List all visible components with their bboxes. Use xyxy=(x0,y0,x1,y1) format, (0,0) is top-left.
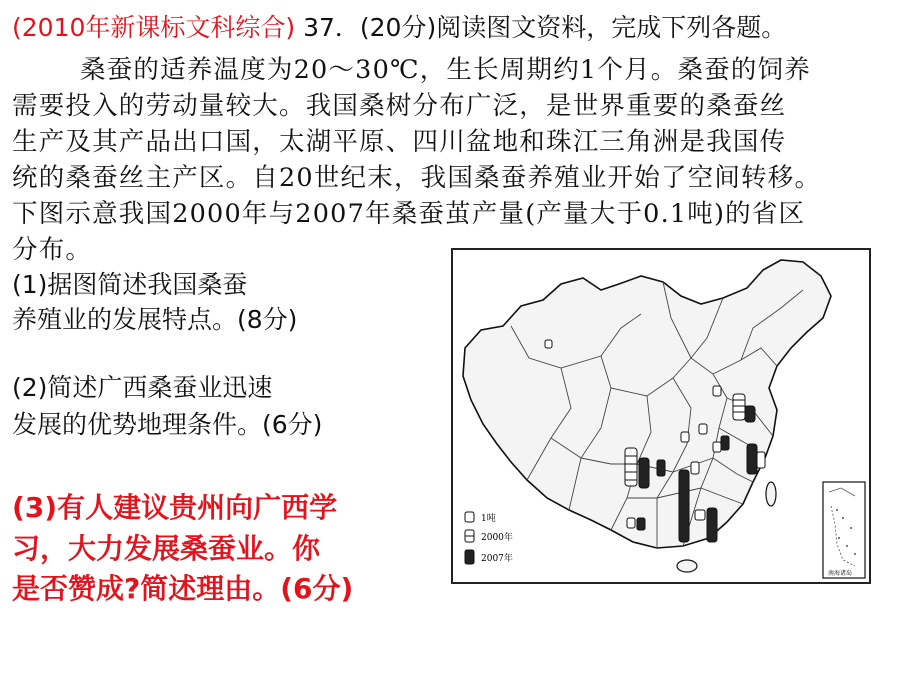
chongqing-2007-stack xyxy=(657,460,665,476)
question-3-line-1: (3)有人建议贵州向广西学 xyxy=(12,491,338,524)
passage-line-6: 分布。 xyxy=(12,235,93,265)
question-1-line-2: 养殖业的发展特点。(8分) xyxy=(12,305,298,334)
symbol-2000 xyxy=(681,432,689,442)
hainan-island xyxy=(677,560,697,572)
anhui-2007-stack xyxy=(721,436,729,450)
jiangsu-2000-stack xyxy=(733,394,745,420)
symbol-2000 xyxy=(713,386,721,396)
symbol-2000 xyxy=(713,442,721,452)
symbol-2000 xyxy=(699,424,707,434)
zhejiang-2007-stack xyxy=(747,444,757,474)
question-source: (2010年新课标文科综合) xyxy=(12,13,296,42)
legend-unit: 1吨 xyxy=(481,514,496,524)
inset-label: 南海诸岛 xyxy=(828,570,853,577)
symbol-2000 xyxy=(627,518,635,528)
passage-line-3: 生产及其产品出口国，太湖平原、四川盆地和珠江三角洲是我国传 xyxy=(12,127,787,157)
yunnan-2007-stack xyxy=(637,518,645,530)
sichuan-2007-stack xyxy=(639,458,649,488)
question-3-line-2: 习，大力发展桑蚕业。你 xyxy=(12,532,321,565)
taiwan-island xyxy=(766,482,776,506)
zhejiang-2000-stack xyxy=(757,452,765,468)
question-3-line-3: 是否赞成?简述理由。(6分) xyxy=(12,572,354,605)
question-number-score: 37．(20分)阅读图文资料，完成下列各题。 xyxy=(295,13,787,42)
passage-line-4: 统的桑蚕丝主产区。自20世纪末，我国桑蚕养殖业开始了空间转移。 xyxy=(12,163,822,193)
south-china-sea-inset xyxy=(823,482,865,578)
passage-line-5: 下图示意我国2000年与2007年桑蚕茧产量(产量大于0.1吨)的省区 xyxy=(12,199,806,229)
question-header xyxy=(12,8,786,44)
passage-line-2: 需要投入的劳动量较大。我国桑树分布广泛，是世界重要的桑蚕丝 xyxy=(12,91,787,121)
guangdong-2000-stack xyxy=(695,510,705,520)
guangdong-2007-stack xyxy=(707,508,717,542)
question-1-line-1: (1)据图简述我国桑蚕 xyxy=(12,270,248,299)
question-2-line-2: 发展的优势地理条件。(6分) xyxy=(12,410,323,439)
symbol-2000 xyxy=(691,462,699,474)
guangxi-2007-stack xyxy=(679,470,689,542)
jiangsu-2007-stack xyxy=(745,406,755,422)
china-silkworm-map xyxy=(451,248,871,584)
legend-2007: 2007年 xyxy=(481,554,513,564)
legend-2000: 2000年 xyxy=(481,533,513,543)
question-2-line-1: (2)简述广西桑蚕业迅速 xyxy=(12,373,273,402)
xinjiang-2000-symbol xyxy=(545,340,552,348)
passage-line-1: 桑蚕的适养温度为20～30℃，生长周期约1个月。桑蚕的饲养 xyxy=(80,55,811,85)
